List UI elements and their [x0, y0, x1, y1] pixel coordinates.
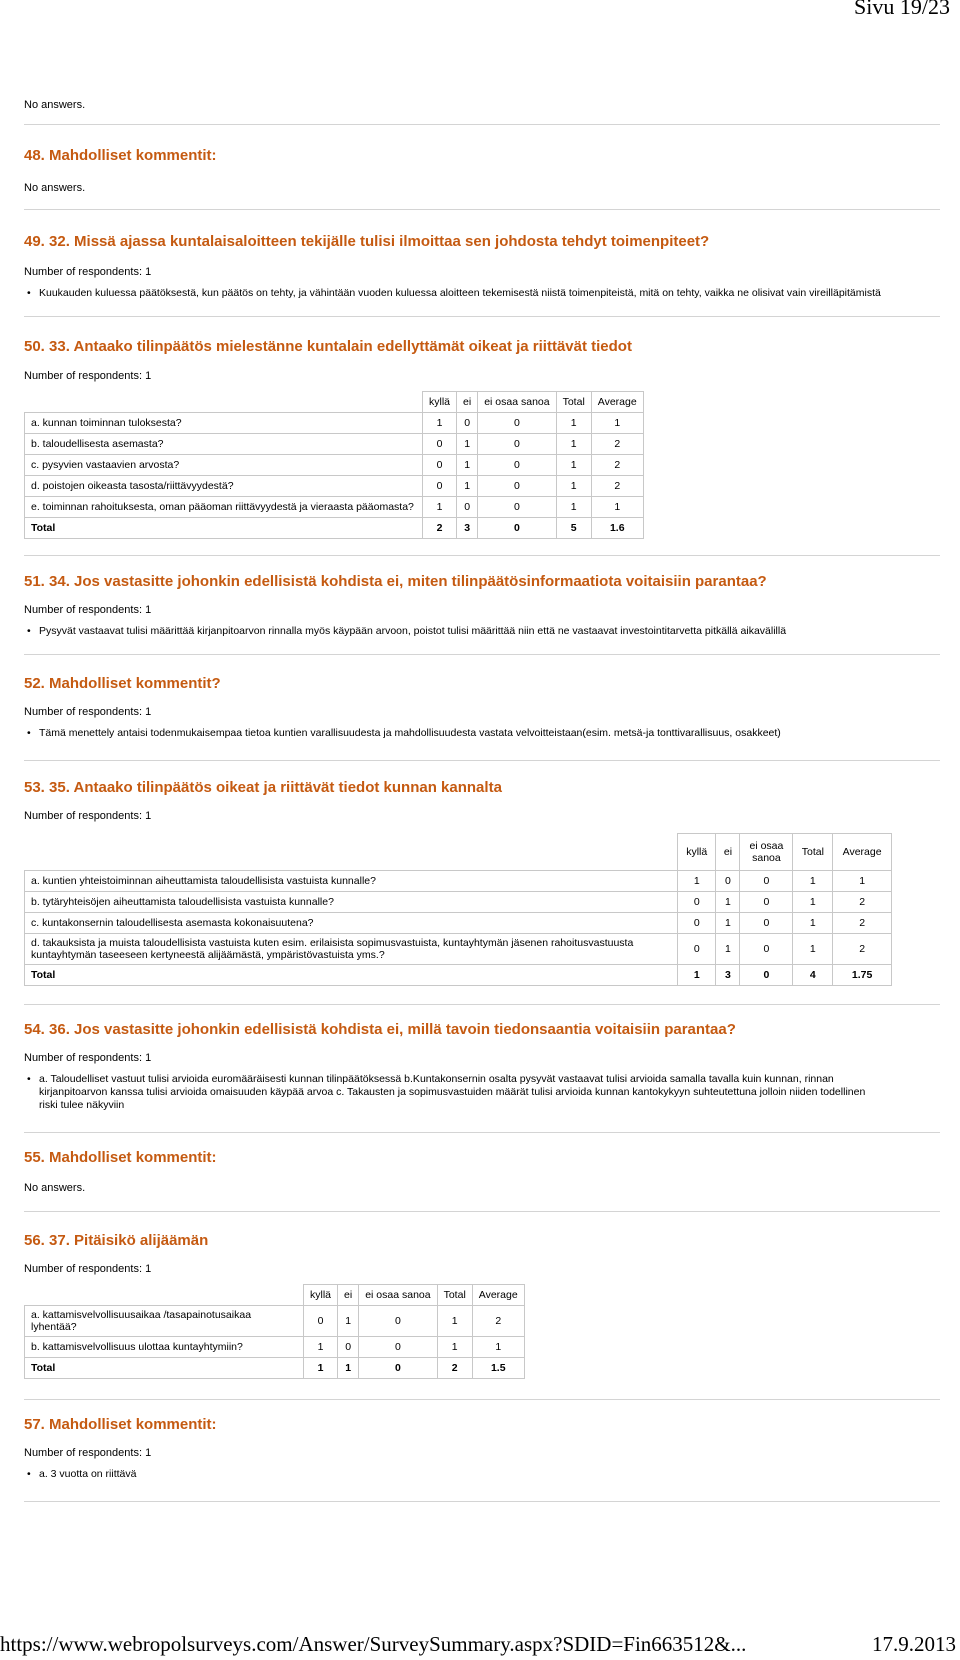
- cell: 1: [457, 476, 478, 497]
- row-label: Total: [25, 518, 423, 539]
- cell: 1: [591, 497, 643, 518]
- column-header: ei: [338, 1285, 359, 1306]
- answer-list: [24, 1073, 884, 1112]
- cell: 1.5: [472, 1358, 524, 1379]
- divider: [24, 1004, 940, 1005]
- question-title: 53. 35. Antaako tilinpäätös oikeat ja riittävät tiedot kunnan kannalta: [24, 779, 502, 796]
- cell: 1.6: [591, 518, 643, 539]
- question-title: 54. 36. Jos vastasitte johonkin edellisistä kohdista ei, millä tavoin tiedonsaantia voitaisiin parantaa?: [24, 1021, 736, 1038]
- divider: [24, 1501, 940, 1502]
- cell: 1: [556, 497, 591, 518]
- cell: 0: [338, 1337, 359, 1358]
- row-label: a. kattamisvelvollisuusaikaa /tasapainotusaikaa lyhentää?: [25, 1306, 304, 1337]
- table-row: [25, 1337, 525, 1358]
- cell: 0: [740, 965, 793, 986]
- table-row: [25, 892, 892, 913]
- cell: 0: [423, 476, 457, 497]
- cell: 0: [740, 913, 793, 934]
- respondents-count: Number of respondents: 1: [24, 1447, 152, 1459]
- row-label: b. taloudellisesta asemasta?: [25, 434, 423, 455]
- table-row: [25, 497, 644, 518]
- cell: 2: [833, 892, 892, 913]
- answer-list: [24, 1468, 940, 1481]
- cell: 2: [591, 476, 643, 497]
- cell: 0: [478, 413, 556, 434]
- question-title: 56. 37. Pitäisikö alijäämän: [24, 1232, 209, 1249]
- answer-item: • Pysyvät vastaavat tulisi määrittää kirjanpitoarvon rinnalla myös käypään arvoon, poistot tulisi määrittää niin että ne vastaavat investointitarvetta pitkällä aikavälillä: [24, 625, 940, 638]
- column-header: kyllä: [678, 834, 716, 871]
- table-row: [25, 476, 644, 497]
- table-header-row: [25, 1285, 525, 1306]
- table-header-row: [25, 834, 892, 871]
- column-header: Total: [556, 392, 591, 413]
- respondents-count: Number of respondents: 1: [24, 604, 152, 616]
- row-label: a. kuntien yhteistoiminnan aiheuttamista taloudellisista vastuista kunnalle?: [25, 871, 678, 892]
- row-label: c. pysyvien vastaavien arvosta?: [25, 455, 423, 476]
- cell: 1: [793, 871, 833, 892]
- divider: [24, 1132, 940, 1133]
- row-label: e. toiminnan rahoituksesta, oman pääoman riittävyydestä ja vieraasta pääomasta?: [25, 497, 423, 518]
- cell: 2: [833, 934, 892, 965]
- column-header: ei osaa sanoa: [359, 1285, 437, 1306]
- row-label: b. kattamisvelvollisuus ulottaa kuntayhtymiin?: [25, 1337, 304, 1358]
- cell: 2: [423, 518, 457, 539]
- cell: 1: [457, 455, 478, 476]
- respondents-count: Number of respondents: 1: [24, 1263, 152, 1275]
- answer-list: [24, 625, 940, 638]
- cell: 0: [478, 455, 556, 476]
- column-header: Average: [591, 392, 643, 413]
- cell: 0: [740, 892, 793, 913]
- row-label: Total: [25, 1358, 304, 1379]
- cell: 1: [472, 1337, 524, 1358]
- cell: 1: [591, 413, 643, 434]
- cell: 1: [556, 476, 591, 497]
- column-header: Average: [472, 1285, 524, 1306]
- cell: 4: [793, 965, 833, 986]
- cell: 3: [457, 518, 478, 539]
- divider: [24, 124, 940, 125]
- answer-item: • Kuukauden kuluessa päätöksestä, kun päätös on tehty, ja vähintään vuoden kuluessa aloitteen tekemisestä niistä toimenpiteistä, mitä on tehty, vaikka ne olisivat vain vireilläpitämistä: [24, 287, 940, 300]
- column-header: Average: [833, 834, 892, 871]
- survey-summary: [24, 92, 940, 1502]
- divider: [24, 555, 940, 556]
- table-row: [25, 934, 892, 965]
- cell: 1: [338, 1358, 359, 1379]
- table-row: [25, 913, 892, 934]
- column-header: ei: [457, 392, 478, 413]
- table-row: [25, 1306, 525, 1337]
- divider: [24, 1211, 940, 1212]
- results-table: [24, 833, 892, 986]
- answer-item: • a. 3 vuotta on riittävä: [24, 1468, 940, 1481]
- column-header: Total: [437, 1285, 472, 1306]
- column-header: Total: [793, 834, 833, 871]
- cell: 2: [437, 1358, 472, 1379]
- no-answers-text: No answers.: [24, 1182, 86, 1194]
- table-row: [25, 871, 892, 892]
- cell: 0: [716, 871, 740, 892]
- cell: 1: [556, 413, 591, 434]
- column-header: ei osaa sanoa: [740, 834, 793, 871]
- cell: 2: [591, 434, 643, 455]
- print-footer: [0, 1632, 960, 1660]
- row-label: b. tytäryhteisöjen aiheuttamista taloudellisista vastuista kunnalle?: [25, 892, 678, 913]
- cell: 2: [472, 1306, 524, 1337]
- answer-list: [24, 287, 940, 300]
- cell: 0: [457, 413, 478, 434]
- cell: 1: [793, 892, 833, 913]
- total-row: [25, 518, 644, 539]
- cell: 1: [437, 1306, 472, 1337]
- cell: 0: [359, 1306, 437, 1337]
- cell: 0: [678, 913, 716, 934]
- divider: [24, 316, 940, 317]
- column-header: ei: [716, 834, 740, 871]
- table-row: [25, 413, 644, 434]
- footer-date: 17.9.2013: [872, 1632, 956, 1656]
- column-header: ei osaa sanoa: [478, 392, 556, 413]
- cell: 0: [423, 455, 457, 476]
- cell: 1: [457, 434, 478, 455]
- row-label: c. kuntakonsernin taloudellisesta asemasta kokonaisuutena?: [25, 913, 678, 934]
- cell: 2: [833, 913, 892, 934]
- cell: 1: [716, 913, 740, 934]
- question-title: 49. 32. Missä ajassa kuntalaisaloitteen tekijälle tulisi ilmoittaa sen johdosta tehdyt toimenpiteet?: [24, 233, 710, 250]
- cell: 1: [716, 892, 740, 913]
- row-label: d. poistojen oikeasta tasosta/riittävyydestä?: [25, 476, 423, 497]
- cell: 3: [716, 965, 740, 986]
- question-title: 52. Mahdolliset kommentit?: [24, 675, 221, 692]
- cell: 1: [437, 1337, 472, 1358]
- table-row: [25, 455, 644, 476]
- no-answers-text: No answers.: [24, 99, 86, 111]
- question-title: 51. 34. Jos vastasitte johonkin edellisistä kohdista ei, miten tilinpäätösinformaatiota voitaisiin parantaa?: [24, 573, 767, 590]
- answer-item: • Tämä menettely antaisi todenmukaisempaa tietoa kuntien varallisuudesta ja mahdollisuudesta vastata velvoitteistaan(esim. metsä-ja tonttivarallisuus, osakkeet): [24, 727, 940, 740]
- table-header-row: [25, 392, 644, 413]
- cell: 1.75: [833, 965, 892, 986]
- total-row: [25, 965, 892, 986]
- cell: 1: [793, 913, 833, 934]
- cell: 0: [678, 892, 716, 913]
- question-title: 55. Mahdolliset kommentit:: [24, 1149, 217, 1166]
- respondents-count: Number of respondents: 1: [24, 1052, 152, 1064]
- respondents-count: Number of respondents: 1: [24, 810, 152, 822]
- cell: 0: [478, 518, 556, 539]
- cell: 1: [716, 934, 740, 965]
- cell: 1: [678, 871, 716, 892]
- cell: 1: [556, 434, 591, 455]
- results-table: [24, 1284, 525, 1379]
- row-label: Total: [25, 965, 678, 986]
- cell: 0: [359, 1358, 437, 1379]
- divider: [24, 654, 940, 655]
- cell: 1: [678, 965, 716, 986]
- cell: 1: [423, 497, 457, 518]
- question-title: 50. 33. Antaako tilinpäätös mielestänne kuntalain edellyttämät oikeat ja riittävät tiedot: [24, 338, 632, 355]
- divider: [24, 209, 940, 210]
- cell: 5: [556, 518, 591, 539]
- table-row: [25, 434, 644, 455]
- divider: [24, 760, 940, 761]
- cell: 0: [678, 934, 716, 965]
- cell: 1: [338, 1306, 359, 1337]
- footer-url: https://www.webropolsurveys.com/Answer/SurveySummary.aspx?SDID=Fin663512&...: [0, 1632, 747, 1656]
- cell: 1: [304, 1337, 338, 1358]
- cell: 1: [304, 1358, 338, 1379]
- respondents-count: Number of respondents: 1: [24, 370, 152, 382]
- cell: 0: [423, 434, 457, 455]
- cell: 2: [591, 455, 643, 476]
- cell: 0: [478, 434, 556, 455]
- cell: 1: [833, 871, 892, 892]
- answer-item: • a. Taloudelliset vastuut tulisi arvioida euromääräisesti kunnan tilinpäätöksessä b.Kuntakonsernin osalta pysyvät vastaavat tulisi arvioida samalla tavalla kuin kunnan, rinnan kirjanpitoarvon kanssa tulisi arvioida omaisuuden käypää arvoa c. Takausten ja sopimusvastuiden määrät tulisi arvioida kunnan kantokykyyn suhteutettuna jolloin niiden todellinen riski tulee näkyviin: [24, 1073, 884, 1112]
- page-number: Sivu 19/23: [854, 0, 950, 19]
- cell: 0: [359, 1337, 437, 1358]
- no-answers-text: No answers.: [24, 182, 86, 194]
- total-row: [25, 1358, 525, 1379]
- cell: 0: [740, 934, 793, 965]
- answer-list: [24, 727, 940, 740]
- cell: 0: [457, 497, 478, 518]
- row-label: d. takauksista ja muista taloudellisista vastuista kuten esim. erilaisista sopimusvastuista, kuntayhtymän jäsenen rahoitusvastuusta kuntayhtymän taseeseen kertyneestä alijäämästä, ympäristövastuista yms.?: [25, 934, 678, 965]
- respondents-count: Number of respondents: 1: [24, 706, 152, 718]
- row-label: a. kunnan toiminnan tuloksesta?: [25, 413, 423, 434]
- cell: 0: [478, 497, 556, 518]
- cell: 0: [304, 1306, 338, 1337]
- cell: 0: [478, 476, 556, 497]
- cell: 1: [556, 455, 591, 476]
- respondents-count: Number of respondents: 1: [24, 266, 152, 278]
- cell: 1: [423, 413, 457, 434]
- divider: [24, 1399, 940, 1400]
- cell: 0: [740, 871, 793, 892]
- question-title: 48. Mahdolliset kommentit:: [24, 147, 217, 164]
- cell: 1: [793, 934, 833, 965]
- results-table: [24, 391, 644, 539]
- column-header: kyllä: [423, 392, 457, 413]
- question-title: 57. Mahdolliset kommentit:: [24, 1416, 217, 1433]
- column-header: kyllä: [304, 1285, 338, 1306]
